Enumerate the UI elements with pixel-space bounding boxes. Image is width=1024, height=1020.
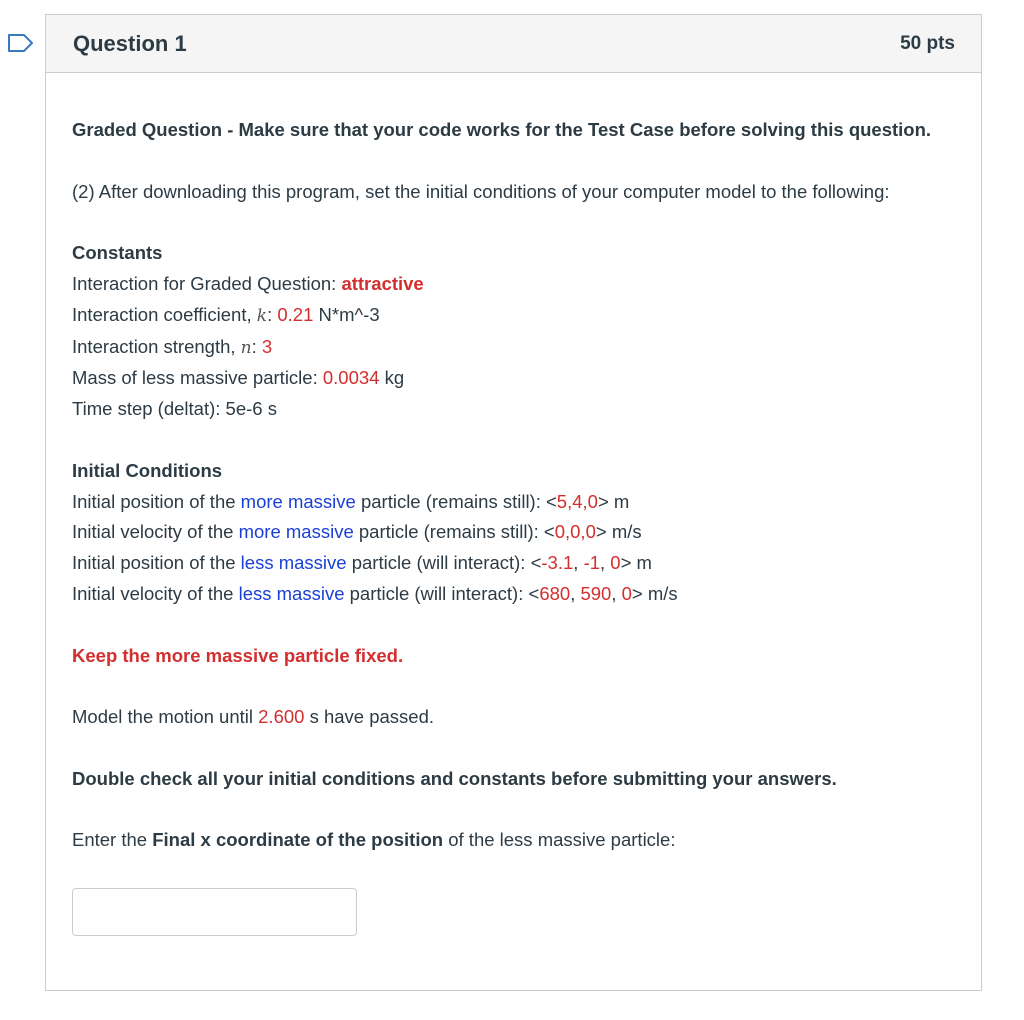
- interaction-line: Interaction for Graded Question: attractive: [72, 272, 424, 294]
- pos-less-line: Initial position of the less massive particle (will interact): <-3.1, -1, 0> m: [72, 552, 652, 574]
- vel-less-line: Initial velocity of the less massive particle (will interact): <680, 590, 0> m/s: [72, 582, 678, 604]
- pos-more-line: Initial position of the more massive particle (remains still): <5,4,0> m: [72, 490, 630, 512]
- double-check-note: Double check all your initial conditions and constants before submitting your answers.: [72, 767, 837, 789]
- model-motion-line: Model the motion until 2.600 s have passed.: [72, 706, 435, 728]
- mass-value: 0.0034: [322, 367, 380, 389]
- initial-conditions-heading: Initial Conditions: [72, 459, 223, 481]
- vel-more-value: 0,0,0: [554, 521, 596, 543]
- strength-line: Interaction strength, n: 3: [72, 335, 273, 358]
- intro-text: (2) After downloading this program, set the initial conditions of your computer model to the following:: [72, 180, 890, 202]
- keep-fixed-note: Keep the more massive particle fixed.: [72, 644, 404, 666]
- enter-prompt: Enter the Final x coordinate of the position of the less massive particle:: [72, 829, 676, 851]
- graded-heading: Graded Question - Make sure that your code works for the Test Case before solving this question.: [72, 119, 932, 140]
- question-title: Question 1: [73, 30, 187, 56]
- flag-question-icon[interactable]: [7, 33, 35, 53]
- question-body: [46, 73, 981, 936]
- question-points: 50 pts: [900, 32, 955, 54]
- coefficient-line: Interaction coefficient, k: 0.21 N*m^-3: [72, 303, 380, 326]
- constants-heading: Constants: [72, 242, 163, 264]
- timestep-line: Time step (deltat): 5e-6 s: [72, 398, 277, 420]
- question-card: [45, 14, 982, 991]
- coefficient-value: 0.21: [277, 303, 314, 325]
- pos-more-value: 5,4,0: [556, 490, 598, 512]
- question-header: [46, 15, 981, 73]
- n-symbol: n: [240, 337, 252, 358]
- strength-value: 3: [261, 335, 273, 357]
- k-symbol: k: [256, 305, 268, 326]
- answer-input[interactable]: [72, 888, 357, 936]
- mass-line: Mass of less massive particle: 0.0034 kg: [72, 367, 405, 389]
- interaction-value: attractive: [341, 272, 424, 294]
- model-time-value: 2.600: [258, 706, 305, 728]
- vel-more-line: Initial velocity of the more massive particle (remains still): <0,0,0> m/s: [72, 521, 642, 543]
